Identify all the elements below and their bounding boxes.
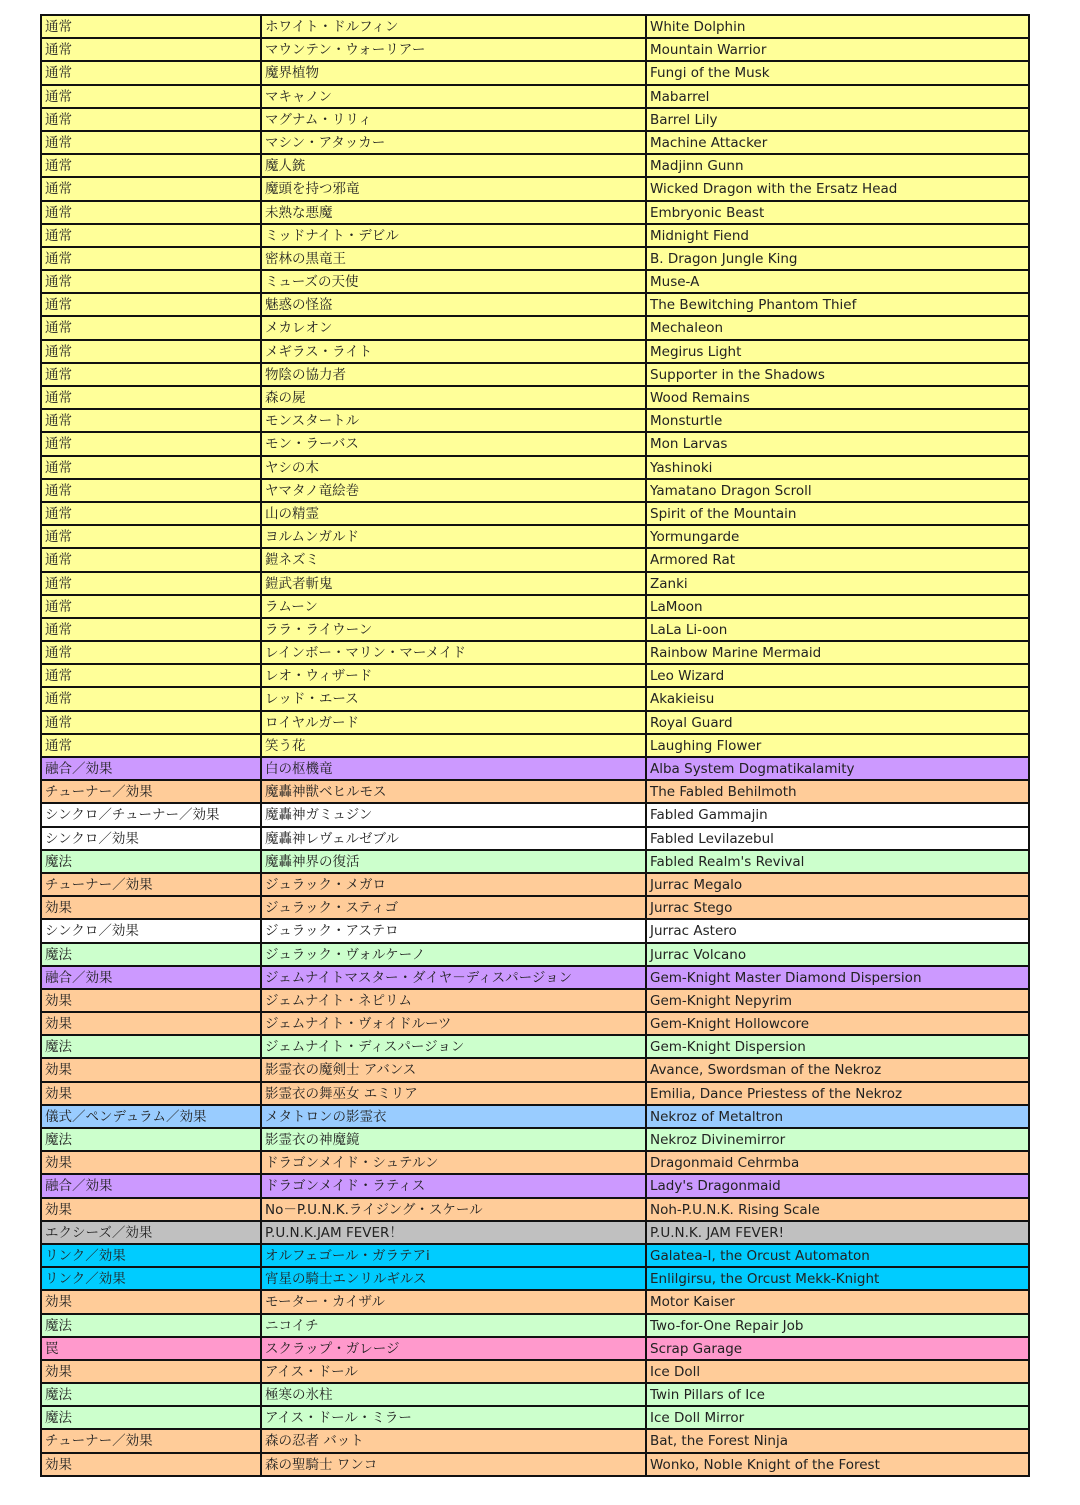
table-row — [42, 1083, 1030, 1106]
table-row — [42, 1245, 1030, 1268]
japanese-name-cell: 宵星の騎士エンリルギルス — [262, 1268, 647, 1291]
english-name-cell: Nekroz of Metaltron — [647, 1106, 1030, 1129]
japanese-name-cell: メタトロンの影霊衣 — [262, 1106, 647, 1129]
japanese-name-cell: モンスタートル — [262, 410, 647, 433]
card-type-cell: 通常 — [42, 688, 262, 711]
japanese-name-cell: オルフェゴール・ガラテアi — [262, 1245, 647, 1268]
english-name-cell: Emilia, Dance Priestess of the Nekroz — [647, 1083, 1030, 1106]
table-row — [42, 619, 1030, 642]
card-type-cell: 魔法 — [42, 851, 262, 874]
card-type-cell: 魔法 — [42, 1384, 262, 1407]
table-row — [42, 781, 1030, 804]
english-name-cell: Machine Attacker — [647, 132, 1030, 155]
japanese-name-cell: 密林の黒竜王 — [262, 248, 647, 271]
table-row — [42, 920, 1030, 943]
japanese-name-cell: マシン・アタッカー — [262, 132, 647, 155]
english-name-cell: Avance, Swordsman of the Nekroz — [647, 1059, 1030, 1082]
table-row — [42, 897, 1030, 920]
japanese-name-cell: 魔轟神レヴェルゼブル — [262, 828, 647, 851]
table-row — [42, 39, 1030, 62]
card-type-cell: チューナー／効果 — [42, 1430, 262, 1453]
japanese-name-cell: ジュラック・ヴォルケーノ — [262, 944, 647, 967]
english-name-cell: Yamatano Dragon Scroll — [647, 480, 1030, 503]
english-name-cell: Yormungarde — [647, 526, 1030, 549]
table-row — [42, 317, 1030, 340]
english-name-cell: P.U.N.K. JAM FEVER! — [647, 1222, 1030, 1245]
card-type-cell: 通常 — [42, 410, 262, 433]
english-name-cell: Ice Doll Mirror — [647, 1407, 1030, 1430]
japanese-name-cell: 影霊衣の舞巫女 エミリア — [262, 1083, 647, 1106]
japanese-name-cell: 森の聖騎士 ワンコ — [262, 1454, 647, 1477]
japanese-name-cell: 鎧ネズミ — [262, 549, 647, 572]
table-row — [42, 1315, 1030, 1338]
japanese-name-cell: 森の忍者 バット — [262, 1430, 647, 1453]
english-name-cell: Spirit of the Mountain — [647, 503, 1030, 526]
table-row — [42, 804, 1030, 827]
table-row — [42, 573, 1030, 596]
card-type-cell: 効果 — [42, 990, 262, 1013]
english-name-cell: The Bewitching Phantom Thief — [647, 294, 1030, 317]
english-name-cell: Akakieisu — [647, 688, 1030, 711]
japanese-name-cell: ニコイチ — [262, 1315, 647, 1338]
table-row — [42, 480, 1030, 503]
table-row — [42, 712, 1030, 735]
english-name-cell: Mon Larvas — [647, 433, 1030, 456]
japanese-name-cell: マグナム・リリィ — [262, 109, 647, 132]
card-type-cell: 通常 — [42, 109, 262, 132]
japanese-name-cell: メカレオン — [262, 317, 647, 340]
english-name-cell: Megirus Light — [647, 341, 1030, 364]
english-name-cell: Bat, the Forest Ninja — [647, 1430, 1030, 1453]
table-row — [42, 202, 1030, 225]
japanese-name-cell: 魔轟神獣ベヒルモス — [262, 781, 647, 804]
card-type-cell: リンク／効果 — [42, 1245, 262, 1268]
english-name-cell: Mechaleon — [647, 317, 1030, 340]
english-name-cell: Jurrac Megalo — [647, 874, 1030, 897]
table-row — [42, 526, 1030, 549]
card-type-cell: 効果 — [42, 1361, 262, 1384]
table-row — [42, 1129, 1030, 1152]
japanese-name-cell: 鎧武者斬鬼 — [262, 573, 647, 596]
card-type-cell: 効果 — [42, 897, 262, 920]
english-name-cell: Jurrac Stego — [647, 897, 1030, 920]
card-type-cell: 融合／効果 — [42, 967, 262, 990]
japanese-name-cell: ラムーン — [262, 596, 647, 619]
card-type-cell: 通常 — [42, 480, 262, 503]
english-name-cell: Fabled Realm's Revival — [647, 851, 1030, 874]
table-row — [42, 1338, 1030, 1361]
table-row — [42, 387, 1030, 410]
table-row — [42, 1291, 1030, 1314]
japanese-name-cell: 魔轟神ガミュジン — [262, 804, 647, 827]
japanese-name-cell: スクラップ・ガレージ — [262, 1338, 647, 1361]
card-type-cell: 魔法 — [42, 944, 262, 967]
japanese-name-cell: 未熟な悪魔 — [262, 202, 647, 225]
card-type-cell: 魔法 — [42, 1315, 262, 1338]
card-type-cell: 通常 — [42, 294, 262, 317]
japanese-name-cell: モン・ラーバス — [262, 433, 647, 456]
card-type-cell: 通常 — [42, 387, 262, 410]
japanese-name-cell: 影霊衣の神魔鏡 — [262, 1129, 647, 1152]
card-table — [40, 14, 1030, 1477]
japanese-name-cell: 魅惑の怪盗 — [262, 294, 647, 317]
card-type-cell: 通常 — [42, 596, 262, 619]
english-name-cell: LaMoon — [647, 596, 1030, 619]
card-type-cell: 通常 — [42, 271, 262, 294]
table-row — [42, 828, 1030, 851]
table-row — [42, 665, 1030, 688]
table-row — [42, 944, 1030, 967]
table-row — [42, 1454, 1030, 1477]
card-type-cell: 通常 — [42, 178, 262, 201]
japanese-name-cell: 森の屍 — [262, 387, 647, 410]
english-name-cell: Dragonmaid Cehrmba — [647, 1152, 1030, 1175]
english-name-cell: Zanki — [647, 573, 1030, 596]
english-name-cell: Rainbow Marine Mermaid — [647, 642, 1030, 665]
english-name-cell: Twin Pillars of Ice — [647, 1384, 1030, 1407]
card-type-cell: 魔法 — [42, 1129, 262, 1152]
card-type-cell: 通常 — [42, 503, 262, 526]
english-name-cell: Royal Guard — [647, 712, 1030, 735]
table-row — [42, 549, 1030, 572]
card-type-cell: 通常 — [42, 317, 262, 340]
english-name-cell: Gem-Knight Hollowcore — [647, 1013, 1030, 1036]
japanese-name-cell: レオ・ウィザード — [262, 665, 647, 688]
card-type-cell: 通常 — [42, 665, 262, 688]
english-name-cell: Wonko, Noble Knight of the Forest — [647, 1454, 1030, 1477]
card-type-cell: リンク／効果 — [42, 1268, 262, 1291]
english-name-cell: Fabled Levilazebul — [647, 828, 1030, 851]
table-row — [42, 1222, 1030, 1245]
card-type-cell: 魔法 — [42, 1036, 262, 1059]
card-type-cell: 通常 — [42, 364, 262, 387]
english-name-cell: Gem-Knight Nepyrim — [647, 990, 1030, 1013]
table-row — [42, 1106, 1030, 1129]
english-name-cell: Fungi of the Musk — [647, 62, 1030, 85]
japanese-name-cell: メギラス・ライト — [262, 341, 647, 364]
card-type-cell: 通常 — [42, 526, 262, 549]
table-row — [42, 271, 1030, 294]
english-name-cell: Scrap Garage — [647, 1338, 1030, 1361]
japanese-name-cell: ホワイト・ドルフィン — [262, 16, 647, 39]
english-name-cell: Wicked Dragon with the Ersatz Head — [647, 178, 1030, 201]
english-name-cell: Motor Kaiser — [647, 1291, 1030, 1314]
table-row — [42, 688, 1030, 711]
japanese-name-cell: ヤマタノ竜絵巻 — [262, 480, 647, 503]
table-row — [42, 990, 1030, 1013]
japanese-name-cell: 物陰の協力者 — [262, 364, 647, 387]
japanese-name-cell: ジェムナイト・ディスパージョン — [262, 1036, 647, 1059]
card-type-cell: 通常 — [42, 225, 262, 248]
english-name-cell: Enlilgirsu, the Orcust Mekk-Knight — [647, 1268, 1030, 1291]
japanese-name-cell: アイス・ドール・ミラー — [262, 1407, 647, 1430]
card-type-cell: 通常 — [42, 248, 262, 271]
english-name-cell: Midnight Fiend — [647, 225, 1030, 248]
english-name-cell: Laughing Flower — [647, 735, 1030, 758]
english-name-cell: Noh-P.U.N.K. Rising Scale — [647, 1199, 1030, 1222]
card-type-cell: 通常 — [42, 433, 262, 456]
card-type-cell: 罠 — [42, 1338, 262, 1361]
card-type-cell: 効果 — [42, 1013, 262, 1036]
english-name-cell: Madjinn Gunn — [647, 155, 1030, 178]
japanese-name-cell: ヨルムンガルド — [262, 526, 647, 549]
english-name-cell: Supporter in the Shadows — [647, 364, 1030, 387]
table-row — [42, 758, 1030, 781]
japanese-name-cell: 魔人銃 — [262, 155, 647, 178]
table-row — [42, 248, 1030, 271]
table-row — [42, 1036, 1030, 1059]
english-name-cell: Gem-Knight Dispersion — [647, 1036, 1030, 1059]
english-name-cell: Jurrac Volcano — [647, 944, 1030, 967]
table-row — [42, 1175, 1030, 1198]
japanese-name-cell: アイス・ドール — [262, 1361, 647, 1384]
card-type-cell: 儀式／ペンデュラム／効果 — [42, 1106, 262, 1129]
japanese-name-cell: レインボー・マリン・マーメイド — [262, 642, 647, 665]
card-type-cell: 通常 — [42, 39, 262, 62]
table-row — [42, 1268, 1030, 1291]
japanese-name-cell: No－P.U.N.K.ライジング・スケール — [262, 1199, 647, 1222]
table-row — [42, 1013, 1030, 1036]
english-name-cell: B. Dragon Jungle King — [647, 248, 1030, 271]
japanese-name-cell: P.U.N.K.JAM FEVER！ — [262, 1222, 647, 1245]
card-type-cell: 効果 — [42, 1083, 262, 1106]
table-row — [42, 1199, 1030, 1222]
japanese-name-cell: 影霊衣の魔剣士 アバンス — [262, 1059, 647, 1082]
table-row — [42, 364, 1030, 387]
table-row — [42, 851, 1030, 874]
japanese-name-cell: ミッドナイト・デビル — [262, 225, 647, 248]
japanese-name-cell: ジュラック・スティゴ — [262, 897, 647, 920]
english-name-cell: Embryonic Beast — [647, 202, 1030, 225]
card-type-cell: 効果 — [42, 1059, 262, 1082]
english-name-cell: LaLa Li-oon — [647, 619, 1030, 642]
english-name-cell: Galatea-I, the Orcust Automaton — [647, 1245, 1030, 1268]
card-type-cell: 通常 — [42, 549, 262, 572]
english-name-cell: Armored Rat — [647, 549, 1030, 572]
table-row — [42, 225, 1030, 248]
card-type-cell: シンクロ／効果 — [42, 920, 262, 943]
japanese-name-cell: 山の精霊 — [262, 503, 647, 526]
table-row — [42, 86, 1030, 109]
table-row — [42, 433, 1030, 456]
japanese-name-cell: 笑う花 — [262, 735, 647, 758]
table-row — [42, 642, 1030, 665]
table-row — [42, 874, 1030, 897]
english-name-cell: White Dolphin — [647, 16, 1030, 39]
card-type-cell: 効果 — [42, 1199, 262, 1222]
card-type-cell: 通常 — [42, 457, 262, 480]
japanese-name-cell: ジェムナイト・ヴォイドルーツ — [262, 1013, 647, 1036]
table-row — [42, 16, 1030, 39]
japanese-name-cell: ジェムナイトマスター・ダイヤ－ディスパージョン — [262, 967, 647, 990]
japanese-name-cell: 魔轟神界の復活 — [262, 851, 647, 874]
japanese-name-cell: 魔頭を持つ邪竜 — [262, 178, 647, 201]
english-name-cell: Wood Remains — [647, 387, 1030, 410]
card-type-cell: 融合／効果 — [42, 758, 262, 781]
japanese-name-cell: マキャノン — [262, 86, 647, 109]
japanese-name-cell: ララ・ライウーン — [262, 619, 647, 642]
japanese-name-cell: 魔界植物 — [262, 62, 647, 85]
table-row — [42, 596, 1030, 619]
card-type-cell: 通常 — [42, 155, 262, 178]
table-row — [42, 1430, 1030, 1453]
english-name-cell: Lady's Dragonmaid — [647, 1175, 1030, 1198]
english-name-cell: Yashinoki — [647, 457, 1030, 480]
table-row — [42, 457, 1030, 480]
card-type-cell: 効果 — [42, 1291, 262, 1314]
table-row — [42, 341, 1030, 364]
english-name-cell: Barrel Lily — [647, 109, 1030, 132]
japanese-name-cell: 白の枢機竜 — [262, 758, 647, 781]
japanese-name-cell: ロイヤルガード — [262, 712, 647, 735]
card-type-cell: 通常 — [42, 202, 262, 225]
japanese-name-cell: ヤシの木 — [262, 457, 647, 480]
table-row — [42, 62, 1030, 85]
table-row — [42, 967, 1030, 990]
card-type-cell: 通常 — [42, 712, 262, 735]
japanese-name-cell: 極寒の氷柱 — [262, 1384, 647, 1407]
card-type-cell: 通常 — [42, 735, 262, 758]
english-name-cell: Mountain Warrior — [647, 39, 1030, 62]
english-name-cell: Gem-Knight Master Diamond Dispersion — [647, 967, 1030, 990]
english-name-cell: Ice Doll — [647, 1361, 1030, 1384]
card-type-cell: 効果 — [42, 1454, 262, 1477]
card-type-cell: 通常 — [42, 62, 262, 85]
japanese-name-cell: ドラゴンメイド・シュテルン — [262, 1152, 647, 1175]
japanese-name-cell: ミューズの天使 — [262, 271, 647, 294]
japanese-name-cell: ジュラック・メガロ — [262, 874, 647, 897]
japanese-name-cell: ジュラック・アステロ — [262, 920, 647, 943]
table-row — [42, 178, 1030, 201]
japanese-name-cell: レッド・エース — [262, 688, 647, 711]
english-name-cell: Leo Wizard — [647, 665, 1030, 688]
card-type-cell: 通常 — [42, 16, 262, 39]
english-name-cell: Muse-A — [647, 271, 1030, 294]
card-type-cell: 通常 — [42, 573, 262, 596]
card-type-cell: シンクロ／効果 — [42, 828, 262, 851]
table-row — [42, 1407, 1030, 1430]
table-row — [42, 155, 1030, 178]
table-row — [42, 1384, 1030, 1407]
card-type-cell: 通常 — [42, 619, 262, 642]
card-type-cell: チューナー／効果 — [42, 874, 262, 897]
japanese-name-cell: ジェムナイト・ネピリム — [262, 990, 647, 1013]
english-name-cell: Monsturtle — [647, 410, 1030, 433]
japanese-name-cell: モーター・カイザル — [262, 1291, 647, 1314]
card-type-cell: 通常 — [42, 132, 262, 155]
table-row — [42, 503, 1030, 526]
card-type-cell: チューナー／効果 — [42, 781, 262, 804]
english-name-cell: The Fabled Behilmoth — [647, 781, 1030, 804]
english-name-cell: Two-for-One Repair Job — [647, 1315, 1030, 1338]
japanese-name-cell: マウンテン・ウォーリアー — [262, 39, 647, 62]
card-type-cell: 通常 — [42, 642, 262, 665]
table-row — [42, 410, 1030, 433]
english-name-cell: Jurrac Astero — [647, 920, 1030, 943]
card-type-cell: 効果 — [42, 1152, 262, 1175]
japanese-name-cell: ドラゴンメイド・ラティス — [262, 1175, 647, 1198]
table-row — [42, 1152, 1030, 1175]
english-name-cell: Alba System Dogmatikalamity — [647, 758, 1030, 781]
card-type-cell: 融合／効果 — [42, 1175, 262, 1198]
card-type-cell: 通常 — [42, 341, 262, 364]
table-row — [42, 1361, 1030, 1384]
table-row — [42, 109, 1030, 132]
table-row — [42, 294, 1030, 317]
table-row — [42, 1059, 1030, 1082]
card-type-cell: エクシーズ／効果 — [42, 1222, 262, 1245]
english-name-cell: Nekroz Divinemirror — [647, 1129, 1030, 1152]
english-name-cell: Fabled Gammajin — [647, 804, 1030, 827]
card-type-cell: 通常 — [42, 86, 262, 109]
card-type-cell: シンクロ／チューナー／効果 — [42, 804, 262, 827]
table-row — [42, 132, 1030, 155]
card-type-cell: 魔法 — [42, 1407, 262, 1430]
english-name-cell: Mabarrel — [647, 86, 1030, 109]
table-row — [42, 735, 1030, 758]
